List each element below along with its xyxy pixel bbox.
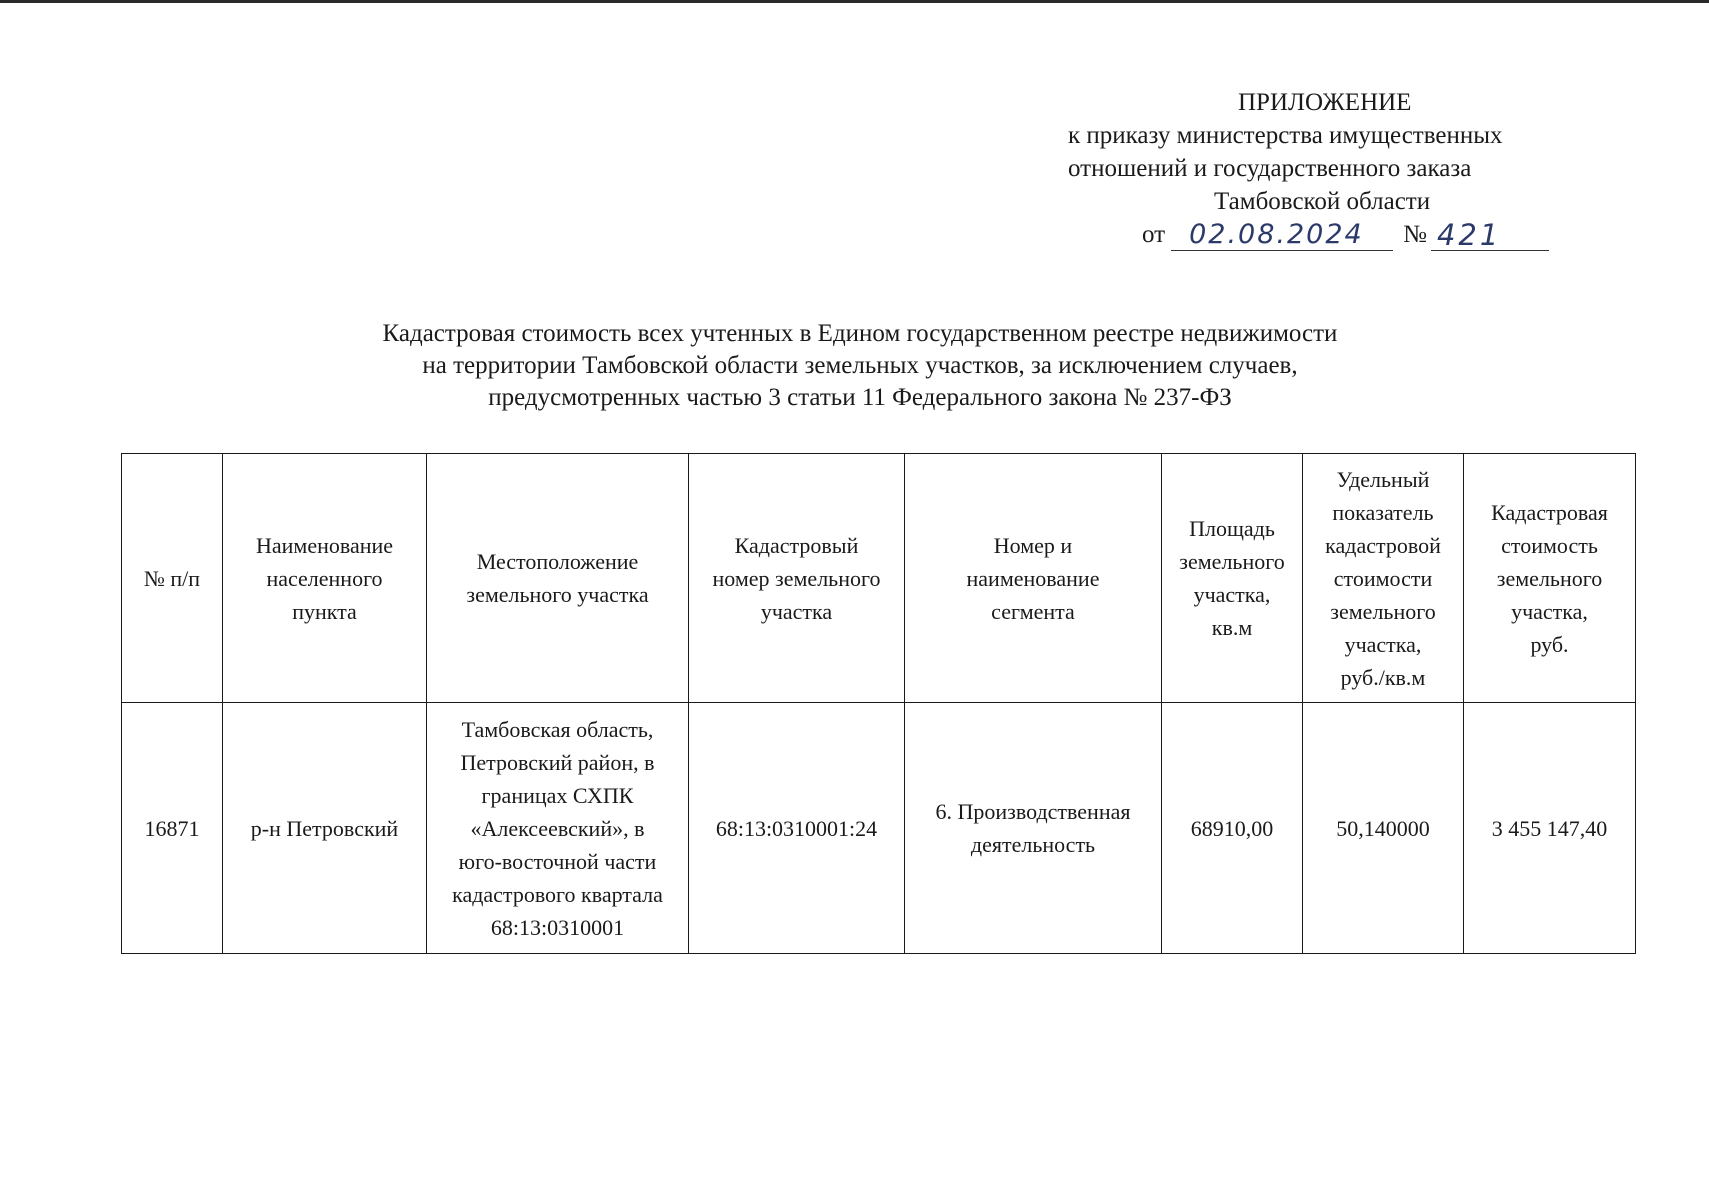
cell-text-line: деятельность <box>970 832 1096 857</box>
column-header-area <box>1162 454 1303 703</box>
header-text-line: руб./кв.м <box>1340 664 1426 690</box>
header-text-line: земельного <box>1330 598 1436 624</box>
header-text-line: Кадастровая <box>1491 499 1608 525</box>
cell-settlement <box>223 703 427 954</box>
cell-text-line: 16871 <box>144 815 200 841</box>
header-text-line: участка, <box>1193 582 1271 607</box>
order-date-label: от <box>1142 221 1166 248</box>
cell-text-line: границах СХПК <box>481 782 634 808</box>
table-header <box>122 454 1636 703</box>
appendix-block <box>1050 86 1610 251</box>
header-text-line: земельного участка <box>466 582 649 607</box>
header-text-line: участка, <box>1511 598 1588 624</box>
column-header-settlement <box>223 454 427 703</box>
cell-text-line: 68910,00 <box>1190 815 1274 841</box>
order-number-handwritten: 421 <box>1431 220 1549 251</box>
header-text-line: участка <box>760 598 833 624</box>
appendix-line: к приказу министерства имущественных <box>1068 122 1503 149</box>
header-text-line: земельного <box>1496 565 1603 591</box>
document-title <box>120 318 1600 414</box>
header-text-line: наименование <box>966 565 1100 591</box>
header-text-line: кадастровой <box>1325 532 1441 558</box>
header-text-line: участка, <box>1344 631 1422 657</box>
header-text-line: пункта <box>292 598 357 624</box>
header-text-line: руб. <box>1530 631 1569 657</box>
header-text-line: Удельный <box>1336 466 1430 492</box>
header-text-line: земельного <box>1179 549 1285 574</box>
header-text-line: сегмента <box>991 598 1075 624</box>
title-line: предусмотренных частью 3 статьи 11 Федерального закона № 237-ФЗ <box>488 384 1232 411</box>
header-text-line: показатель <box>1332 499 1434 525</box>
order-date-handwritten: 02.08.2024 <box>1171 220 1393 251</box>
cell-text-line: кадастрового квартала <box>452 881 663 907</box>
header-text-line: населенного <box>266 565 383 591</box>
header-text-line: стоимости <box>1333 565 1433 591</box>
header-text-line: Наименование <box>255 532 394 558</box>
order-reference <box>1050 218 1610 251</box>
header-text-line: номер земельного <box>712 565 881 591</box>
header-row <box>122 454 1636 703</box>
column-header-location <box>427 454 689 703</box>
cell-area <box>1162 703 1303 954</box>
column-header-unit-value <box>1303 454 1464 703</box>
title-line: на территории Тамбовской области земельных участков, за исключением случаев, <box>422 352 1298 379</box>
order-number-label: № <box>1403 221 1427 248</box>
cadastral-value-table <box>121 453 1636 954</box>
page-top-border <box>0 0 1709 3</box>
cell-text-line: юго-восточной части <box>458 848 657 874</box>
cell-text-line: 6. Производственная <box>935 799 1131 824</box>
column-header-number <box>122 454 223 703</box>
cell-text-line: 50,140000 <box>1336 815 1430 841</box>
column-header-cadastral-number <box>689 454 905 703</box>
header-text-line: Кадастровый <box>734 532 859 558</box>
header-text-line: Номер и <box>993 532 1073 558</box>
cell-text-line: Тамбовская область, <box>461 716 654 742</box>
cell-text-line: 68:13:0310001 <box>490 914 625 940</box>
cell-unit-value <box>1303 703 1464 954</box>
appendix-line: Тамбовской области <box>1214 188 1431 215</box>
cell-text-line: Петровский район, в <box>460 749 655 775</box>
appendix-heading: ПРИЛОЖЕНИЕ <box>1238 89 1412 116</box>
header-text-line: кв.м <box>1211 615 1253 640</box>
header-text-line: № п/п <box>143 565 201 591</box>
cell-segment <box>905 703 1162 954</box>
cell-cadastral-number <box>689 703 905 954</box>
column-header-cadastral-value <box>1464 454 1636 703</box>
cell-text-line: «Алексеевский», в <box>470 815 645 841</box>
cell-number <box>122 703 223 954</box>
header-text-line: Площадь <box>1189 516 1275 541</box>
title-line: Кадастровая стоимость всех учтенных в Едином государственном реестре недвижимости <box>382 320 1338 347</box>
table-body <box>122 703 1636 954</box>
header-text-line: Местоположение <box>476 549 639 574</box>
column-header-segment <box>905 454 1162 703</box>
cell-text-line: 68:13:0310001:24 <box>715 815 878 841</box>
cell-text-line: р-н Петровский <box>250 815 399 841</box>
cell-location <box>427 703 689 954</box>
table-row <box>122 703 1636 954</box>
header-text-line: стоимость <box>1501 532 1598 558</box>
cell-text-line: 3 455 147,40 <box>1491 815 1608 841</box>
cell-cadastral-value <box>1464 703 1636 954</box>
appendix-line: отношений и государственного заказа <box>1068 155 1472 182</box>
